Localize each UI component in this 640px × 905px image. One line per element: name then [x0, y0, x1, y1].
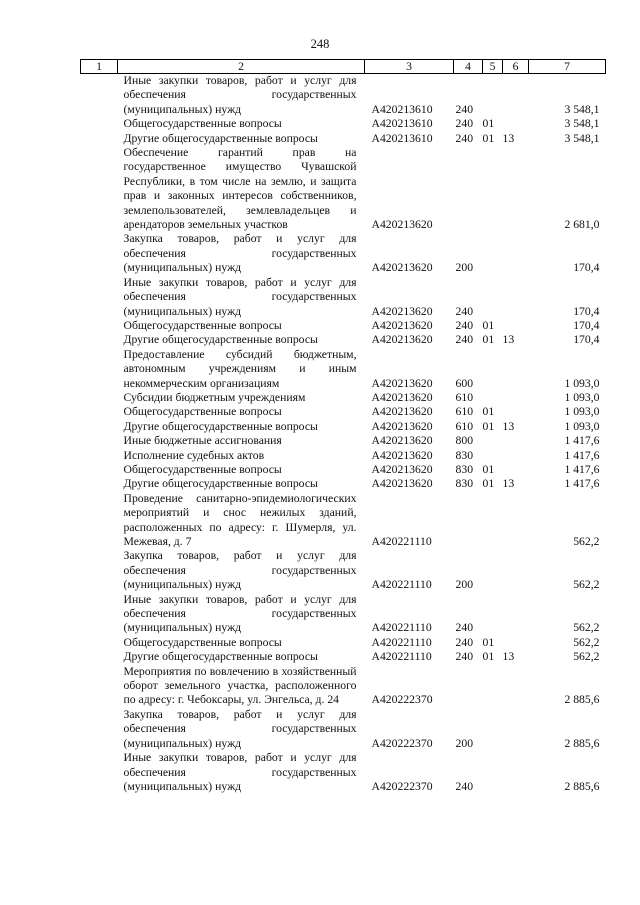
target-code: А420213620: [371, 333, 433, 347]
target-code: А420213620: [371, 390, 433, 404]
expense-type-code: 240: [455, 131, 474, 145]
col-header-1: 1: [81, 60, 118, 74]
subsection-code: 13: [502, 333, 515, 347]
row-number-cell: [81, 650, 118, 664]
row-number-cell: [81, 549, 118, 592]
target-code: А420221110: [371, 650, 432, 664]
subsection-code: [503, 636, 529, 650]
section-code: 01: [482, 462, 495, 476]
amount-value: 562,2: [573, 535, 600, 548]
table-row: [81, 391, 606, 405]
expense-type-code: 240: [455, 333, 474, 347]
subsection-code: [503, 146, 529, 232]
table-row: [81, 405, 606, 419]
target-code: А420213620: [371, 318, 433, 332]
col-header-4: 4: [454, 60, 483, 74]
item-name: Другие общегосударственные вопросы: [123, 333, 318, 347]
section-code: [483, 348, 503, 391]
subsection-code: 13: [502, 650, 515, 664]
table-row: [81, 636, 606, 650]
amount-value: 1 093,0: [564, 376, 600, 390]
col-header-3: 3: [365, 60, 454, 74]
target-code: А420213610: [371, 102, 433, 116]
expense-type-code: 830: [455, 477, 474, 491]
target-code: А420213620: [371, 218, 433, 232]
section-code: 01: [482, 650, 495, 664]
amount-value: 170,4: [573, 318, 600, 332]
row-number-cell: [81, 420, 118, 434]
subsection-code: [503, 665, 529, 708]
table-row: [81, 665, 606, 708]
target-code: А420221110: [371, 578, 432, 592]
target-code: А420213620: [371, 419, 433, 433]
item-name: Иные закупки товаров, работ и услуг для обеспечения государственных (муниципальных) нужд: [123, 74, 357, 116]
expense-type-code: 200: [455, 578, 474, 592]
section-code: [483, 74, 503, 118]
target-code: А420222370: [371, 736, 433, 750]
expense-type-code: 240: [455, 117, 474, 131]
item-name: Закупка товаров, работ и услуг для обеспечения государственных (муниципальных) нужд: [123, 232, 357, 275]
expense-type-code: 600: [455, 376, 474, 390]
table-row: [81, 348, 606, 391]
item-name: Другие общегосударственные вопросы: [123, 419, 318, 433]
subsection-code: [503, 276, 529, 319]
row-number-cell: [81, 117, 118, 131]
section-code: 01: [482, 131, 495, 145]
expense-type-code: 240: [455, 304, 474, 318]
subsection-code: [503, 549, 529, 592]
item-name: Обеспечение гарантий прав на государственное имущество Чувашской Республики, в том числе на землю, и защита прав и законных интересов собственников, землепользователей, землевладельцев и арендаторов земельных участков: [123, 146, 357, 232]
item-name: Иные закупки товаров, работ и услуг для обеспечения государственных (муниципальных) нужд: [123, 751, 357, 793]
header-row: [81, 60, 606, 74]
item-name: Предоставление субсидий бюджетным, автономным учреждениям и иным некоммерческим организациям: [123, 347, 357, 390]
table-body: [81, 74, 606, 795]
item-name: Общегосударственные вопросы: [123, 405, 282, 419]
subsection-code: 13: [502, 131, 515, 145]
section-code: [483, 708, 503, 751]
amount-value: 170,4: [573, 304, 600, 318]
expense-type-code: 200: [455, 736, 474, 750]
amount-value: 2 885,6: [564, 693, 600, 707]
amount-value: 2 885,6: [564, 736, 600, 750]
row-number-cell: [81, 146, 118, 232]
amount-value: 2 885,6: [564, 779, 600, 793]
item-name: Проведение санитарно-эпидемиологических мероприятий и снос нежилых зданий, расположенных по адресу: г. Шумерля, ул. Межевая, д. 7: [123, 491, 357, 548]
item-name: Общегосударственные вопросы: [123, 635, 282, 649]
row-number-cell: [81, 232, 118, 275]
expense-type-code: 800: [455, 434, 474, 448]
table-row: [81, 463, 606, 477]
subsection-code: [503, 232, 529, 275]
target-code: А420213620: [371, 261, 433, 275]
row-number-cell: [81, 593, 118, 636]
section-code: [483, 449, 503, 463]
target-code: А420213620: [371, 405, 433, 419]
table-row: [81, 276, 606, 319]
subsection-code: 13: [502, 419, 515, 433]
table-row: [81, 492, 606, 550]
target-code: А420222370: [371, 693, 433, 707]
amount-value: 170,4: [573, 261, 600, 275]
section-code: 01: [482, 405, 495, 419]
table-row: [81, 650, 606, 664]
target-code: А420213620: [371, 434, 433, 448]
subsection-code: [503, 751, 529, 794]
section-code: 01: [482, 333, 495, 347]
row-number-cell: [81, 665, 118, 708]
table-row: [81, 449, 606, 463]
amount-value: 1 093,0: [564, 405, 600, 419]
section-code: [483, 146, 503, 232]
amount-value: 3 548,1: [564, 102, 600, 116]
item-name: Закупка товаров, работ и услуг для обеспечения государственных (муниципальных) нужд: [123, 549, 357, 592]
expense-type-code: 240: [455, 779, 474, 793]
subsection-code: [503, 492, 529, 550]
item-name: Общегосударственные вопросы: [123, 117, 282, 131]
item-name: Закупка товаров, работ и услуг для обеспечения государственных (муниципальных) нужд: [123, 707, 357, 750]
expense-type-code: 240: [455, 635, 474, 649]
row-number-cell: [81, 636, 118, 650]
target-code: А420221110: [371, 635, 432, 649]
amount-value: 1 093,0: [564, 419, 600, 433]
row-number-cell: [81, 434, 118, 448]
table-row: [81, 434, 606, 448]
row-number-cell: [81, 333, 118, 347]
target-code: А420213610: [371, 131, 433, 145]
expense-type-code: 610: [455, 419, 474, 433]
section-code: 01: [482, 318, 495, 332]
table-row: [81, 477, 606, 491]
row-number-cell: [81, 348, 118, 391]
target-code: А420222370: [371, 779, 433, 793]
expense-type-code: [454, 665, 483, 708]
table-row: [81, 232, 606, 275]
row-number-cell: [81, 132, 118, 146]
item-name: Другие общегосударственные вопросы: [123, 131, 318, 145]
subsection-code: [503, 708, 529, 751]
target-code: А420213620: [371, 448, 433, 462]
subsection-code: [503, 434, 529, 448]
row-number-cell: [81, 319, 118, 333]
expense-type-code: 610: [455, 405, 474, 419]
item-name: Исполнение судебных актов: [123, 448, 265, 462]
row-number-cell: [81, 391, 118, 405]
col-header-6: 6: [503, 60, 529, 74]
row-number-cell: [81, 405, 118, 419]
row-number-cell: [81, 74, 118, 118]
target-code: А420213620: [371, 462, 433, 476]
section-code: [483, 751, 503, 794]
col-header-5: 5: [483, 60, 503, 74]
expense-type-code: [454, 146, 483, 232]
section-code: [483, 434, 503, 448]
row-number-cell: [81, 492, 118, 550]
row-number-cell: [81, 708, 118, 751]
target-code: А420213620: [371, 477, 433, 491]
expense-type-code: 240: [455, 318, 474, 332]
section-code: [483, 232, 503, 275]
table-row: [81, 319, 606, 333]
item-name: Общегосударственные вопросы: [123, 318, 282, 332]
expense-type-code: 240: [455, 621, 474, 635]
section-code: [483, 276, 503, 319]
section-code: [483, 391, 503, 405]
target-code: А420221110: [371, 535, 432, 548]
section-code: 01: [482, 117, 495, 131]
expense-type-code: 610: [455, 390, 474, 404]
subsection-code: [503, 463, 529, 477]
amount-value: 562,2: [573, 650, 600, 664]
row-number-cell: [81, 751, 118, 794]
expense-type-code: 830: [455, 448, 474, 462]
table-row: [81, 420, 606, 434]
subsection-code: [503, 449, 529, 463]
subsection-code: [503, 593, 529, 636]
amount-value: 3 548,1: [564, 131, 600, 145]
item-name: Субсидии бюджетным учреждениям: [123, 390, 306, 404]
page-number: 248: [310, 37, 330, 51]
section-code: [483, 549, 503, 592]
section-code: [483, 492, 503, 550]
row-number-cell: [81, 449, 118, 463]
subsection-code: [503, 405, 529, 419]
table-row: [81, 117, 606, 131]
amount-value: 1 417,6: [564, 462, 600, 476]
row-number-cell: [81, 463, 118, 477]
subsection-code: [503, 319, 529, 333]
amount-value: 1 417,6: [564, 477, 600, 491]
amount-value: 170,4: [573, 333, 600, 347]
section-code: 01: [482, 419, 495, 433]
col-header-2: 2: [118, 60, 365, 74]
expense-type-code: 240: [455, 102, 474, 116]
amount-value: 1 417,6: [564, 448, 600, 462]
expense-type-code: 830: [455, 462, 474, 476]
row-number-cell: [81, 477, 118, 491]
item-name: Другие общегосударственные вопросы: [123, 650, 318, 664]
item-name: Иные закупки товаров, работ и услуг для обеспечения государственных (муниципальных) нужд: [123, 275, 357, 318]
row-number-cell: [81, 276, 118, 319]
table-row: [81, 549, 606, 592]
table-row: [81, 751, 606, 794]
section-code: [483, 593, 503, 636]
expense-type-code: 240: [455, 650, 474, 664]
item-name: Другие общегосударственные вопросы: [123, 477, 318, 491]
subsection-code: [503, 391, 529, 405]
col-header-7: 7: [529, 60, 606, 74]
table-row: [81, 593, 606, 636]
amount-value: 562,2: [573, 621, 600, 635]
amount-value: 2 681,0: [564, 218, 600, 232]
amount-value: 3 548,1: [564, 117, 600, 131]
section-code: 01: [482, 635, 495, 649]
budget-table: [80, 59, 606, 794]
table-row: [81, 132, 606, 146]
table-row: [81, 333, 606, 347]
subsection-code: 13: [502, 477, 515, 491]
item-name: Мероприятия по вовлечению в хозяйственный оборот земельного участка, расположенного по адресу: г. Чебоксары, ул. Энгельса, д. 24: [123, 664, 357, 707]
target-code: А420213610: [371, 117, 433, 131]
subsection-code: [503, 348, 529, 391]
subsection-code: [503, 74, 529, 118]
section-code: [483, 665, 503, 708]
subsection-code: [503, 117, 529, 131]
expense-type-code: 200: [455, 261, 474, 275]
table-row: [81, 74, 606, 118]
target-code: А420213620: [371, 304, 433, 318]
expense-type-code: [454, 492, 483, 550]
amount-value: 562,2: [573, 578, 600, 592]
item-name: Иные бюджетные ассигнования: [123, 434, 282, 448]
table-row: [81, 708, 606, 751]
amount-value: 1 417,6: [564, 434, 600, 448]
target-code: А420221110: [371, 621, 432, 635]
amount-value: 1 093,0: [564, 390, 600, 404]
item-name: Иные закупки товаров, работ и услуг для обеспечения государственных (муниципальных) нужд: [123, 592, 357, 635]
item-name: Общегосударственные вопросы: [123, 462, 282, 476]
target-code: А420213620: [371, 376, 433, 390]
table-row: [81, 146, 606, 232]
amount-value: 562,2: [573, 635, 600, 649]
section-code: 01: [482, 477, 495, 491]
